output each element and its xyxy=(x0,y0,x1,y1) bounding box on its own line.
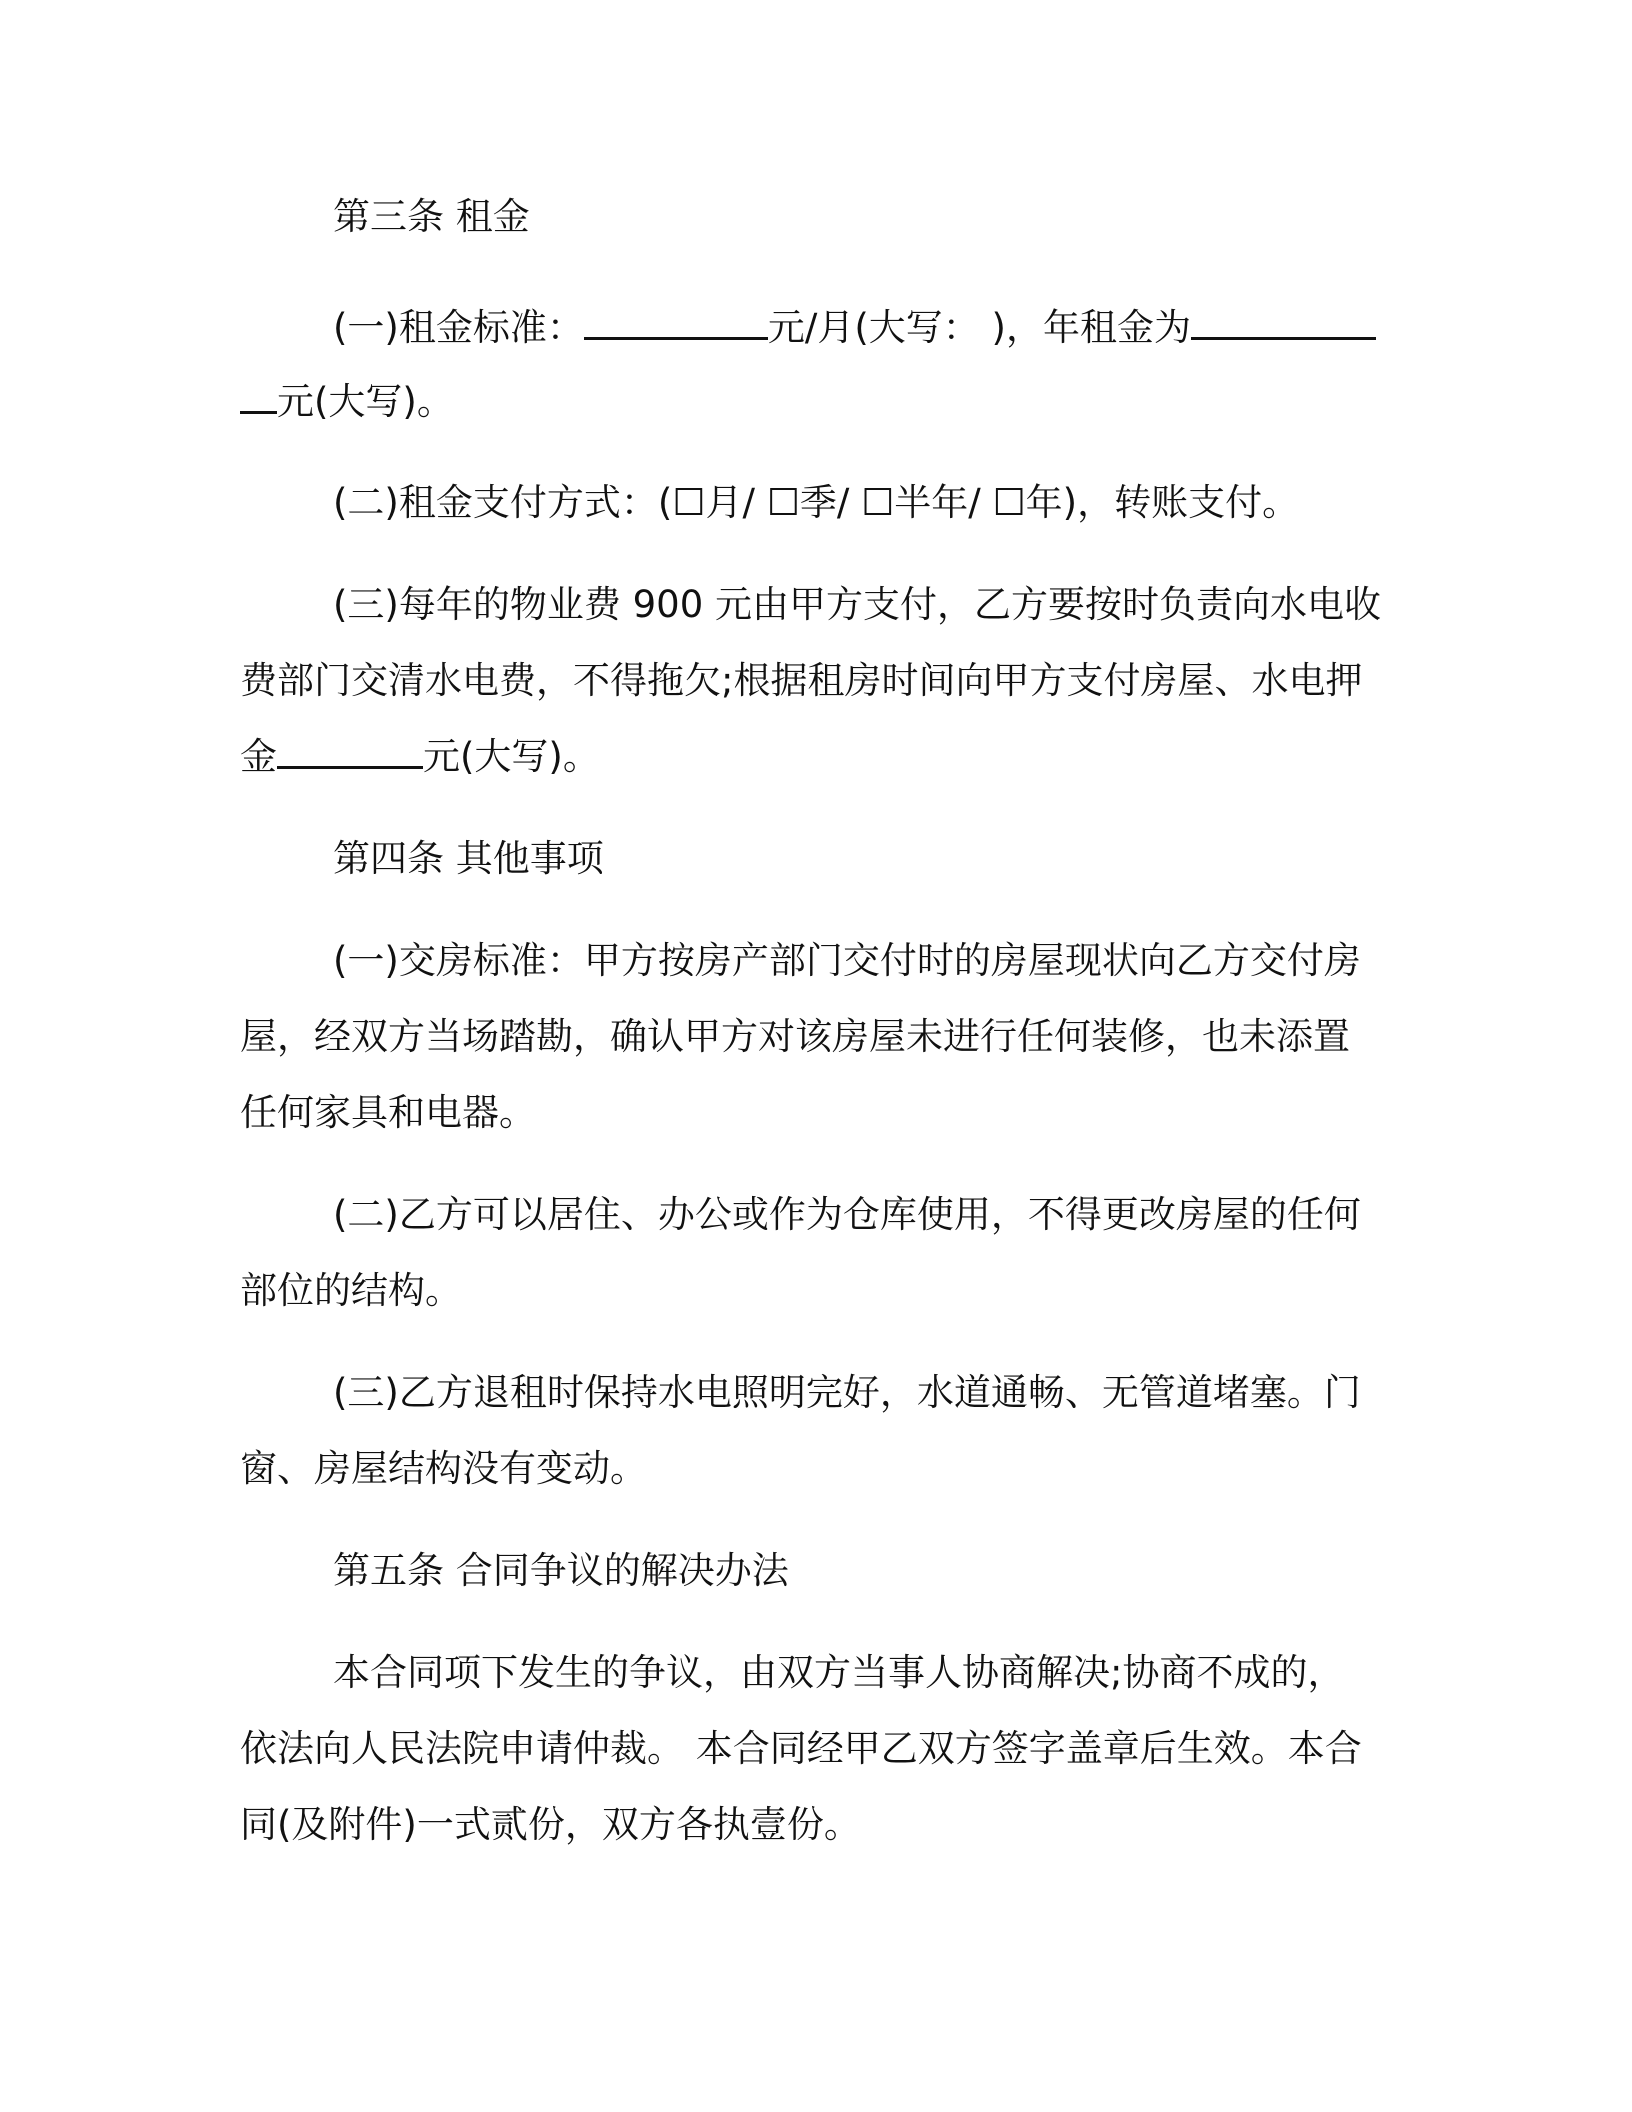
rent-standard-text: 元/月(大写： )，年租金为 xyxy=(767,306,1191,349)
rent-standard-line xyxy=(333,302,1376,354)
handover-standard-line-2: 屋，经双方当场踏勘，确认甲方对该房屋未进行任何装修，也未添置 xyxy=(240,1015,1350,1058)
handover-standard-line-3: 任何家具和电器。 xyxy=(240,1091,536,1134)
annual-rent-blank xyxy=(1191,303,1376,340)
monthly-rent-blank xyxy=(584,303,768,340)
deposit-line xyxy=(240,731,600,783)
handover-standard-line-1: (一)交房标准：甲方按房产部门交付时的房屋现状向乙方交付房 xyxy=(333,939,1361,982)
usage-line-2: 部位的结构。 xyxy=(240,1269,462,1312)
payment-method-line: (二)租金支付方式：(☐月/ ☐季/ ☐半年/ ☐年)，转账支付。 xyxy=(333,481,1300,524)
deposit-tail: 元(大写)。 xyxy=(423,735,600,778)
property-fee-line-2: 费部门交清水电费，不得拖欠;根据租房时间向甲方支付房屋、水电押 xyxy=(240,659,1363,702)
move-out-line-1: (三)乙方退租时保持水电照明完好，水道通畅、无管道堵塞。门 xyxy=(333,1371,1361,1414)
usage-line-1: (二)乙方可以居住、办公或作为仓库使用，不得更改房屋的任何 xyxy=(333,1193,1361,1236)
dispute-line-2: 依法向人民法院申请仲裁。 本合同经甲乙双方签字盖章后生效。本合 xyxy=(240,1727,1362,1770)
article-3-heading: 第三条 租金 xyxy=(333,195,530,238)
rent-standard-line-2 xyxy=(240,376,454,428)
article-5-heading: 第五条 合同争议的解决办法 xyxy=(333,1549,789,1592)
property-fee-line-1: (三)每年的物业费 900 元由甲方支付，乙方要按时负责向水电收 xyxy=(333,583,1382,626)
dispute-line-3: 同(及附件)一式贰份，双方各执壹份。 xyxy=(240,1803,861,1846)
rent-standard-label: (一)租金标准： xyxy=(333,306,584,349)
annual-rent-blank-cont xyxy=(240,377,277,414)
deposit-label: 金 xyxy=(240,735,277,778)
rent-standard-tail: 元(大写)。 xyxy=(277,380,454,423)
deposit-blank xyxy=(277,732,423,769)
move-out-line-2: 窗、房屋结构没有变动。 xyxy=(240,1447,647,1490)
dispute-line-1: 本合同项下发生的争议，由双方当事人协商解决;协商不成的， xyxy=(333,1651,1345,1694)
article-4-heading: 第四条 其他事项 xyxy=(333,837,604,880)
